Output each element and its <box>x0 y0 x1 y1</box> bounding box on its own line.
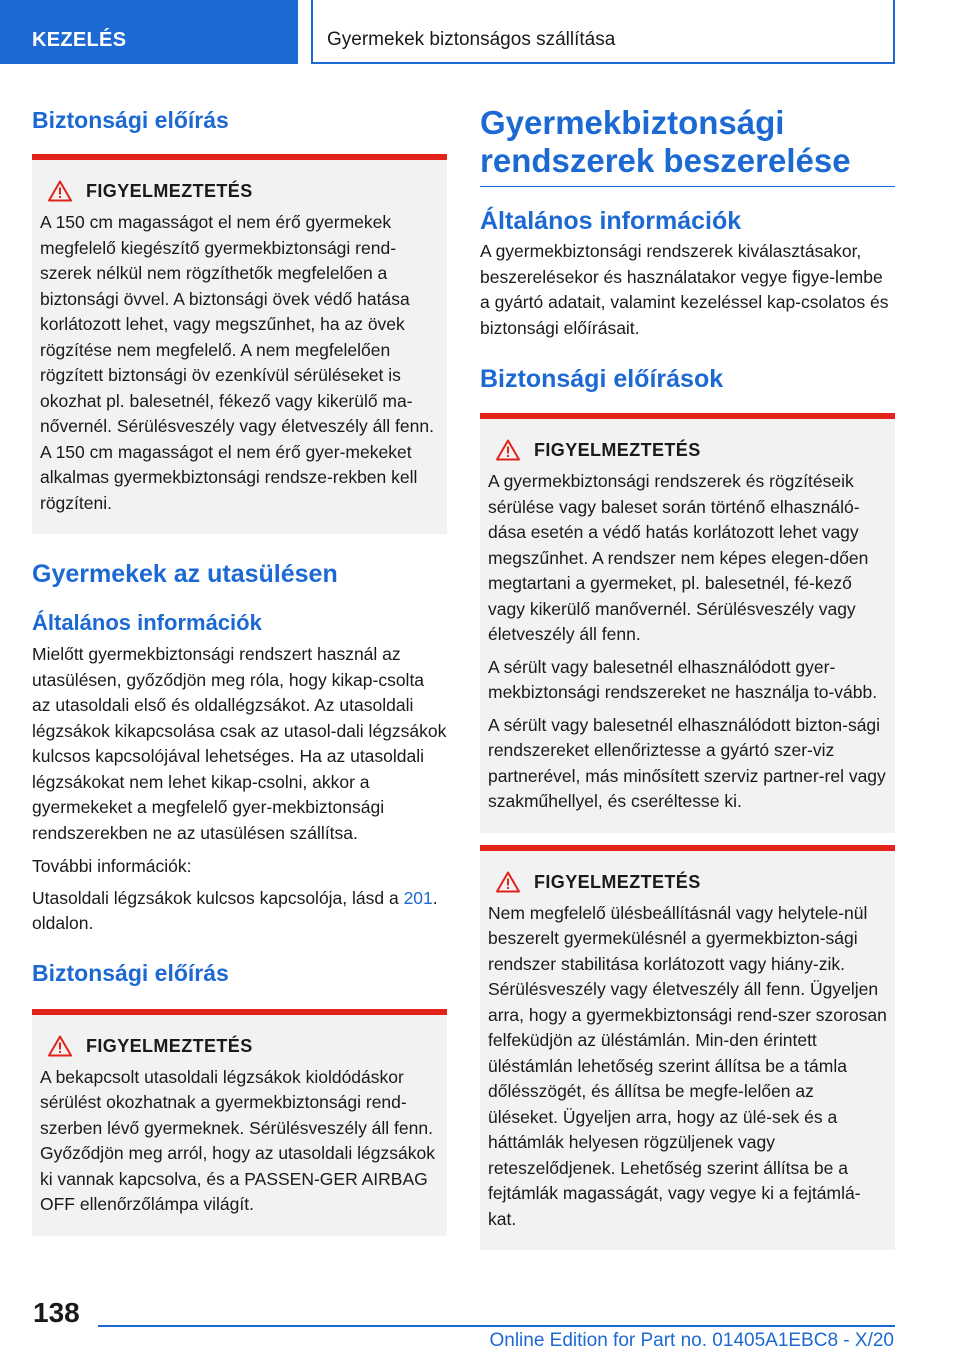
warning-body: Nem megfelelő ülésbeállításnál vagy helytele-nül beszerelt gyermekülésnél a gyermekbizton-sági rendszer stabilitása korlátozott vagy hiány-zik. Sérülésveszély vagy életveszély áll fenn. Ügyeljen arra, hogy a gyermekbiztonsági rend-szer szorosan felfeküdjön az üléstámlán. Min-den érintett üléstámlán lehetőség szerint állítsa be a támla dőlésszögét, és állítsa be megfe-lelően az üléseket. Ügyeljen arra, hogy az ülé-sek és a háttámlák helyesen rögzüljenek vagy reteszelődjenek. Lehetőség szerint állítsa be a fejtámlák magasságát, vagy vegye ki a fejtámlá-kat. <box>488 902 887 1229</box>
cross-reference <box>32 886 447 937</box>
edition-info: Online Edition for Part no. 01405A1EBC8 - X/20 <box>489 1330 894 1351</box>
page-link[interactable]: 201 <box>403 887 433 908</box>
ref-suffix: . oldalon. <box>32 887 438 933</box>
warning-title-text: FIGYELMEZTETÉS <box>534 871 701 892</box>
warning-title <box>488 869 887 895</box>
safety-heading: Biztonsági előírások <box>480 365 724 393</box>
safety-heading: Biztonsági előírás <box>32 107 229 133</box>
general-info-body: A gyermekbiztonsági rendszerek kiválasztásakor, beszerelésekor és használatakor vegye figye-lembe a gyártó adatait, valamint kezeléssel kap-csolatos és biztonsági előírásait. <box>480 241 889 338</box>
warning-paragraph-1: A gyermekbiztonsági rendszerek és rögzítéseik sérülése vagy baleset során történő elhasználó-dása esetén a védő hatás korlátozott lehet vagy megszűnhet. A rendszer nem képes elegen-dően megtartani a gyermeket, pl. balesetnél, fé-kező vagy kikerülő manővernél. Sérülésveszély vagy életveszély áll fenn. <box>488 471 869 644</box>
warning-body: A bekapcsolt utasoldali légzsákok kioldódáskor sérülést okozhatnak a gyermekbiztonsági rend-szerben lévő gyermeknek. Sérülésveszély áll fenn. Győződjön meg arról, hogy az utasoldali légzsákok ki vannak kapcsolva, és a PASSEN-GER AIRBAG OFF ellenőrzőlámpa világít. <box>40 1066 435 1214</box>
warning-title-text: FIGYELMEZTETÉS <box>86 1035 253 1056</box>
warning-body: A 150 cm magasságot el nem érő gyermekek megfelelő kiegészítő gyermekbiztonsági rend-szerek nélkül nem rögzíthetők megfelelően a biztonsági övvel. A biztonsági övek védő hatása korlátozott lehet, vagy megszűnhet, ha az övek rögzítése nem megfelelő. A nem megfelelően rögzített biztonsági öv ezenkívül sérüléseket is okozhat pl. balesetnél, fékező vagy kikerülő ma-nővernél. Sérülésveszély vagy életveszély áll fenn. A 150 cm magasságot el nem érő gyer-mekeket alkalmas gyermekbiztonsági rendsze-rekben kell rögzíteni. <box>40 212 434 513</box>
warning-box <box>480 413 895 833</box>
chapter-title: Gyermekek biztonságos szállítása <box>311 0 895 64</box>
warning-triangle-icon <box>496 439 520 461</box>
warning-box <box>32 1009 447 1236</box>
page-number: 138 <box>33 1297 80 1328</box>
warning-box <box>480 845 895 1251</box>
warning-title <box>488 437 887 463</box>
general-info-heading: Általános információk <box>32 610 262 635</box>
warning-title <box>40 1033 439 1059</box>
footer-divider <box>98 1325 895 1327</box>
more-info-label: További információk: <box>32 856 192 876</box>
page-title: Gyermekbiztonsági rendszerek beszerelése <box>480 104 895 187</box>
safety-heading-2: Biztonsági előírás <box>32 959 229 986</box>
warning-triangle-icon <box>496 871 520 893</box>
warning-triangle-icon <box>48 180 72 202</box>
warning-paragraph-2: A sérült vagy balesetnél elhasználódott gyer-mekbiztonsági rendszereket ne használja to-vább. <box>488 656 878 702</box>
ref-prefix: Utasoldali légzsákok kulcsos kapcsolója, lásd a <box>32 887 404 908</box>
general-info-heading: Általános információk <box>480 207 742 235</box>
warning-title-text: FIGYELMEZTETÉS <box>86 181 253 201</box>
warning-box <box>32 154 447 534</box>
warning-title-text: FIGYELMEZTETÉS <box>534 440 701 460</box>
right-column <box>480 96 895 1250</box>
general-info-body: Mielőtt gyermekbiztonsági rendszert használ az utasülésen, győződjön meg róla, hogy kikap-csolta az utasoldali első és oldallégzsákot. Az utasoldali légzsákok kikapcsolása csak az utasol-dali légzsákok kulcsos kapcsolójával lehetséges. Ha az utasoldali légzsákokat nem lehet kikap-csolni, akkor a gyermekeket a megfelelő gyer-mekbiztonsági rendszerekben ne az utasülésen szállítsa. <box>32 644 447 843</box>
warning-paragraph-3: A sérült vagy balesetnél elhasználódott bizton-sági rendszereket ellenőriztesse a gyártó szer-viz partnerével, más minősített szerviz partner-rel vagy szakműhellyel, és cseréltesse ki. <box>488 714 886 811</box>
seat-heading: Gyermekek az utasülésen <box>32 560 338 588</box>
left-column <box>32 96 447 1236</box>
warning-triangle-icon <box>48 1035 72 1057</box>
warning-title <box>40 178 439 204</box>
section-tab: KEZELÉS <box>0 0 298 64</box>
